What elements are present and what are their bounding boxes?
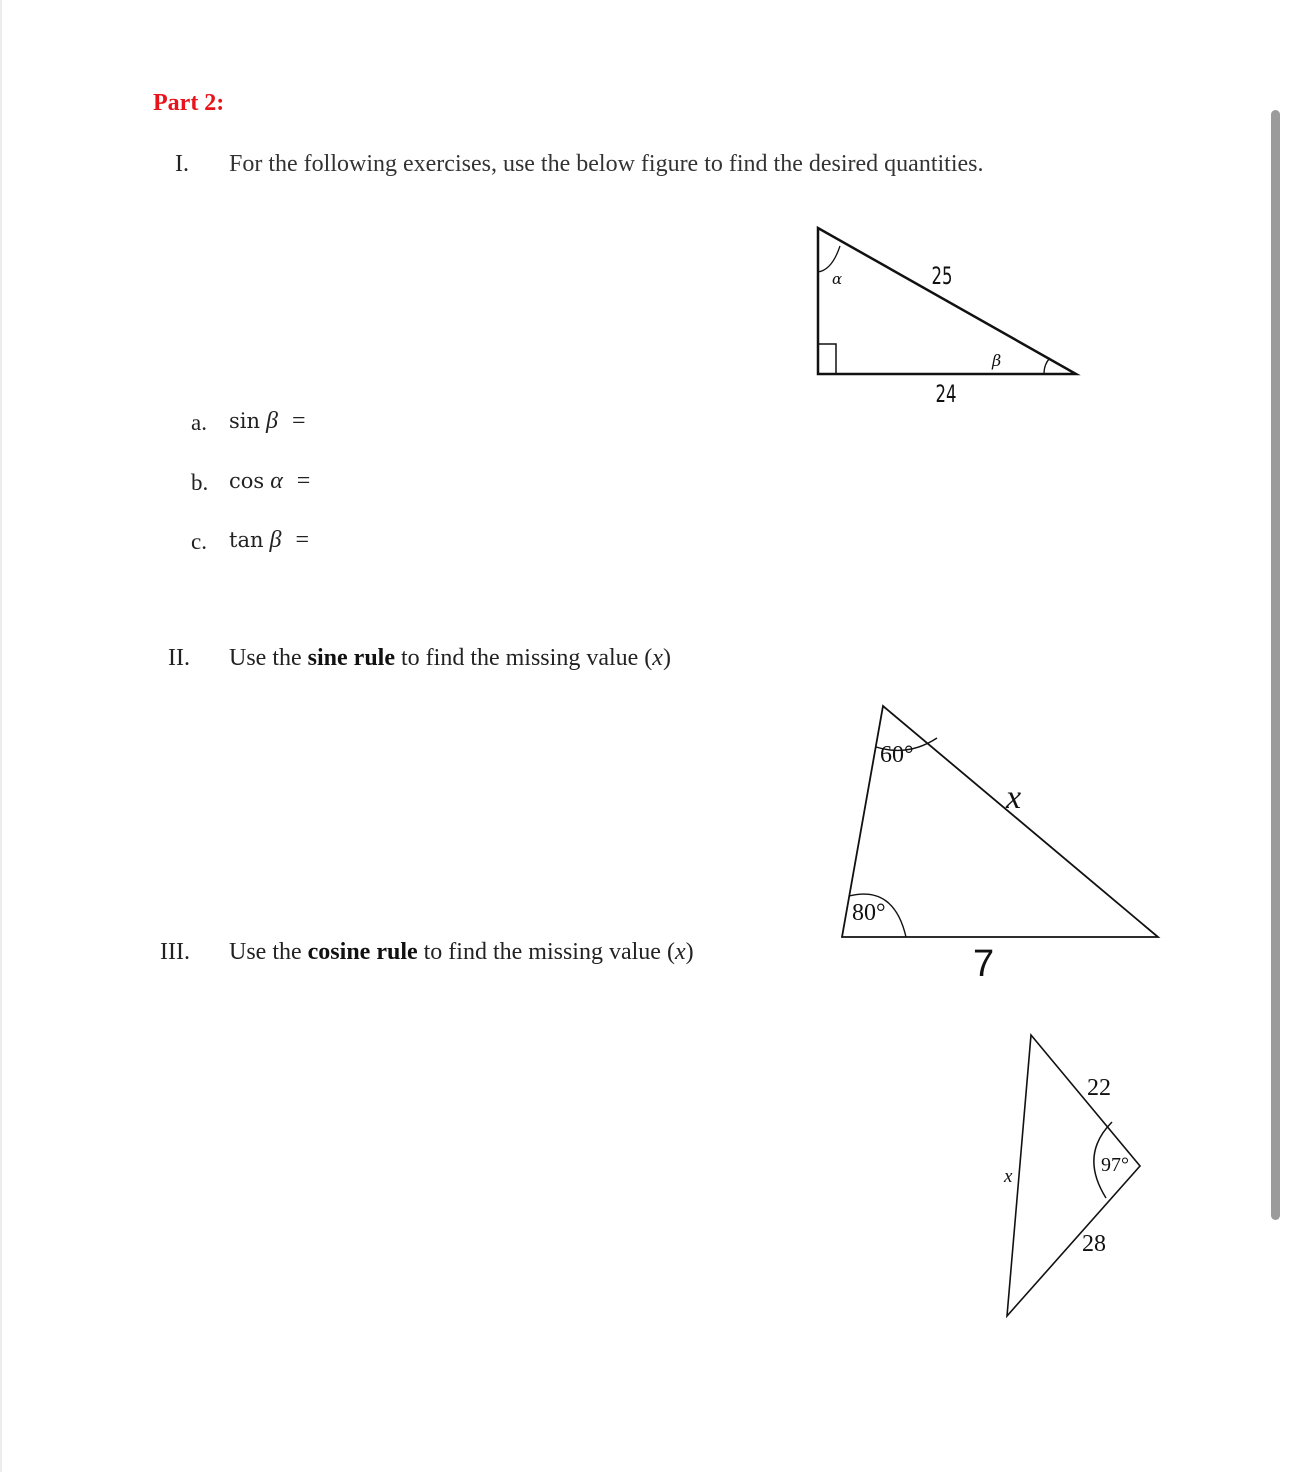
side-x-label: x	[1006, 779, 1022, 816]
section-3-instruction	[229, 939, 694, 966]
angle-97-label: 97°	[1101, 1154, 1129, 1176]
side-7-label: 7	[973, 943, 995, 985]
section-2-bold: sine rule	[307, 645, 395, 671]
page-edge	[0, 0, 2, 1472]
beta-arc	[1044, 358, 1050, 374]
angle-60-label: 60°	[880, 742, 914, 768]
sine-rule-triangle	[842, 706, 1158, 985]
scrollbar-thumb[interactable]	[1271, 110, 1280, 1220]
item-a-fn: sin	[229, 409, 261, 433]
item-a-expression	[229, 408, 306, 435]
section-3-bold: cosine rule	[307, 939, 418, 965]
item-b-var: α	[270, 468, 283, 494]
item-b-eq: =	[296, 468, 311, 494]
item-c-eq: =	[295, 527, 309, 553]
sine-rule-triangle-figure	[830, 695, 1175, 985]
part-title: Part 2:	[153, 90, 225, 116]
base-label: 24	[935, 379, 957, 408]
item-a-eq: =	[291, 408, 306, 434]
section-3-text-before: Use the	[229, 939, 308, 965]
alpha-arc	[818, 246, 840, 272]
item-c-fn: tan	[229, 528, 264, 552]
section-2-var: x	[652, 645, 663, 671]
section-3-close: )	[685, 939, 694, 965]
side-28-label: 28	[1082, 1231, 1106, 1257]
side-x-label: x	[1004, 1166, 1013, 1187]
cosine-rule-triangle	[1003, 1035, 1140, 1316]
section-2-instruction	[229, 645, 671, 672]
item-b-fn: cos	[229, 469, 265, 493]
section-2-close: )	[662, 645, 671, 671]
cosine-rule-triangle-figure	[995, 1025, 1155, 1325]
angle-80-label: 80°	[852, 900, 886, 926]
item-b-letter: b.	[191, 470, 209, 495]
beta-label: β	[992, 351, 1002, 370]
right-triangle-outline	[818, 228, 1076, 374]
section-1-instruction: For the following exercises, use the below figure to find the desired quantities.	[229, 151, 984, 177]
right-angle-marker	[818, 344, 836, 374]
section-3-numeral: III.	[160, 939, 190, 965]
item-c-var: β	[269, 527, 282, 553]
sine-triangle-outline	[842, 706, 1158, 937]
right-triangle	[818, 228, 1076, 408]
item-c-letter: c.	[191, 529, 207, 554]
section-2-text-before: Use the	[229, 645, 308, 671]
section-1-numeral: I.	[175, 151, 189, 177]
section-3-var: x	[674, 939, 686, 965]
section-3-text-after: to find the missing value (	[417, 939, 675, 965]
item-a-var: β	[266, 408, 278, 434]
alpha-label: α	[832, 270, 843, 288]
hypotenuse-label: 25	[931, 261, 953, 290]
item-a-letter: a.	[191, 410, 207, 435]
side-22-label: 22	[1087, 1075, 1111, 1101]
right-triangle-figure	[800, 220, 1090, 410]
section-2-text-after: to find the missing value (	[394, 645, 653, 671]
item-b-expression	[229, 468, 310, 495]
item-c-expression	[229, 527, 309, 554]
section-2-numeral: II.	[168, 645, 190, 671]
